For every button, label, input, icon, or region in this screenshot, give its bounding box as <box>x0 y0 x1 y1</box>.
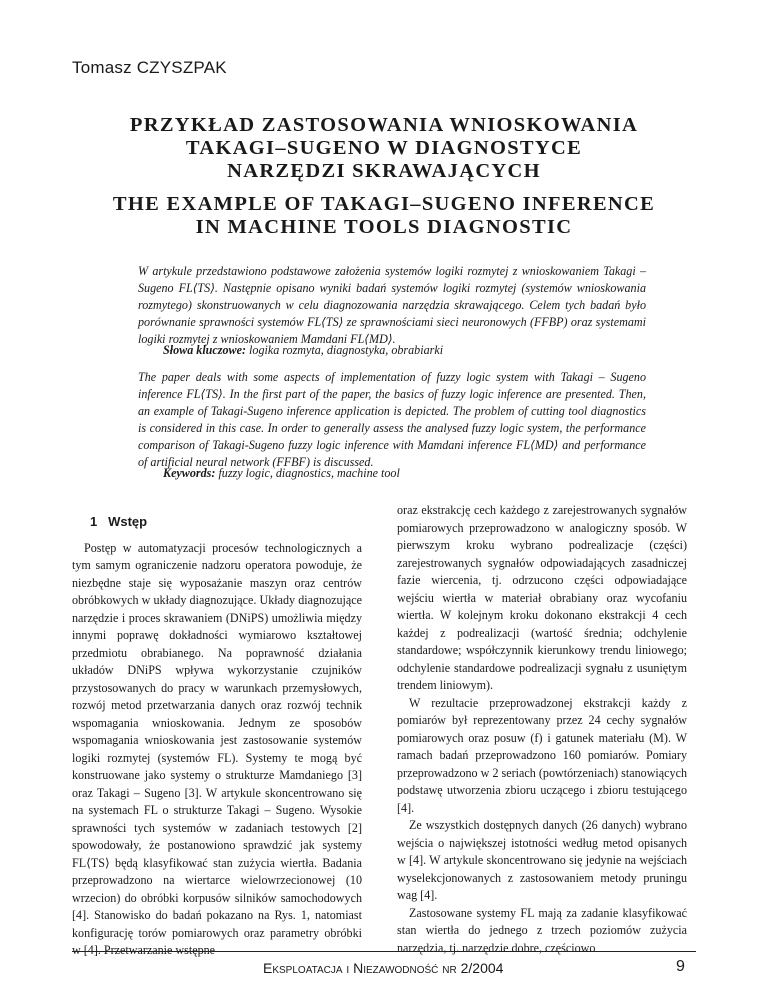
abstract-polish: W artykule przedstawiono podstawowe założenia systemów logiki rozmytej z wnioskowaniem Takagi – Sugeno FL⟨TS⟩. Następnie opisano wyniki badań systemów logiki rozmytej (systemów wnioskowania rozmytego) skonstruowanych w celu diagnozowania narzędzia skrawającego. Celem tych badań było porównanie sprawności systemów FL⟨TS⟩ ze sprawnościami sieci neuronowych (FFBP) oraz systemami logiki rozmytej z wnioskowaniem Mamdani FL⟨MD⟩. <box>138 264 646 346</box>
page-number: 9 <box>676 958 685 975</box>
paragraph: W rezultacie przeprowadzonej ekstrakcji każdy z pomiarów był reprezentowany przez 24 cechy sygnałów pomiarowych oraz posuw (f) i gatunek materiału (M). W ramach badań przeprowadzono 160 pomiarów. Pomiary przeprowadzono w 2 seriach (powtórzeniach) stanowiących podstawę utworzenia zbioru uczącego i zbioru testującego [4]. <box>397 695 687 815</box>
abstract-english: The paper deals with some aspects of implementation of fuzzy logic system with Takagi – Sugeno inference FL⟨TS⟩. In the first part of the paper, the basics of fuzzy logic inference are presented. Then, an example of Takagi-Sugeno inference application is depicted. The problem of cutting tool diagnostics is considered in this case. In order to generally assess the analysed fuzzy logic system, the performance comparison of Takagi-Sugeno fuzzy logic inference with Mamdani inference FL⟨MD⟩ and performance of artificial neural network (FFBF) is discussed. <box>138 370 646 469</box>
keywords-polish <box>163 343 443 358</box>
paragraph: Zastosowane systemy FL mają za zadanie klasyfikować stan wiertła do jednego z trzech poziomów zużycia narzędzia, tj. narzędzie dobre, częściowo <box>397 905 687 955</box>
keywords-value: logika rozmyta, diagnostyka, obrabiarki <box>249 343 444 357</box>
left-column <box>72 502 362 960</box>
title-english <box>80 193 688 239</box>
author-name: Tomasz CZYSZPAK <box>72 58 227 77</box>
section-heading <box>90 513 362 531</box>
keywords-label: Słowa kluczowe: <box>163 343 246 357</box>
paragraph: Ze wszystkich dostępnych danych (26 danych) wybrano wejścia o największej istotności według metod opisanych w [4]. W artykule skoncentrowano się jedynie na wejściach wyselekcjonowanych z zastosowaniem metody pruningu wag [4]. <box>397 818 687 902</box>
keywords-english <box>163 466 400 481</box>
keywords-value: fuzzy logic, diagnostics, machine tool <box>218 466 400 480</box>
section-title: Wstęp <box>108 514 148 529</box>
title-polish <box>80 114 688 183</box>
footer-divider <box>72 951 696 952</box>
title-line: PRZYKŁAD ZASTOSOWANIA WNIOSKOWANIA <box>129 114 639 136</box>
paragraph: Postęp w automatyzacji procesów technologicznych a tym samym ograniczenie nadzoru operatora powoduje, że niezbędne staje się wyposażanie maszyn oraz centrów obróbkowych w układy diagnozujące. Układy diagnozujące narzędzie i proces skrawaniem (DNiPS) umożliwia między innymi poprawę dokładności wymiarowo kształtowej przedmiotu obrabianego. Na poprawność działania układów DNiPS wpływa wykorzystanie czujników przystosowanych do pracy w warunkach przemysłowych, rozwój metod przetwarzania danych oraz rozwój technik wspomagania wnioskowania. Jednym ze sposobów wspomagania wnioskowania jest zastosowanie systemów logiki rozmytej (systemów FL). Systemy te mogą być konstruowane jako systemy o strukturze Mamdaniego [3] oraz Takagi – Sugeno [3]. W artykule skoncentrowano się na systemach FL o strukturze Takagi – Sugeno. Wysokie sprawności tych systemów w zadaniach testowych [2] spowodowały, że postanowiono sprawdzić jak systemy FL⟨TS⟩ będą klasyfikować stan zużycia wiertła. Badania przeprowadzono na wiertarce wielowrzecionowej (10 wrzecion) do obróbki korpusów silników samochodowych [4]. Stanowisko do badań pokazano na Rys. 1, natomiast konfigurację torów pomiarowych oraz parametry obróbki w [4]. Przetwarzanie wstępne <box>72 540 362 957</box>
section-number: 1 <box>90 514 98 529</box>
paragraph: oraz ekstrakcję cech każdego z zarejestrowanych sygnałów pomiarowych przeprowadzono w analogiczny sposób. W pierwszym kroku wybrano podrealizacje (części) zarejestrowanych sygnałów odpowiadających zasadniczej fazie wiercenia, tj. odrzucono części odpowiadające wejściu wiertła w materiał obrabiany oraz wycofaniu wiertła. W kolejnym kroku dokonano ekstrakcji 4 cech każdej z podrealizacji (wartość średnia; odchylenie standardowe; współczynnik kierunkowy trendu liniowego; odchylenie standardowe podrealizacji sygnału z usuniętym trendem liniowym). <box>397 503 687 692</box>
right-column <box>397 502 687 957</box>
title-line: TAKAGI–SUGENO W DIAGNOSTYCE <box>185 137 583 159</box>
title-line: THE EXAMPLE OF TAKAGI–SUGENO INFERENCE <box>112 193 656 215</box>
footer-journal: Eksploatacja i Niezawodność nr 2/2004 <box>263 960 504 976</box>
title-line: NARZĘDZI SKRAWAJĄCYCH <box>227 160 541 182</box>
title-line: IN MACHINE TOOLS DIAGNOSTIC <box>195 216 573 238</box>
keywords-label: Keywords: <box>163 466 216 480</box>
